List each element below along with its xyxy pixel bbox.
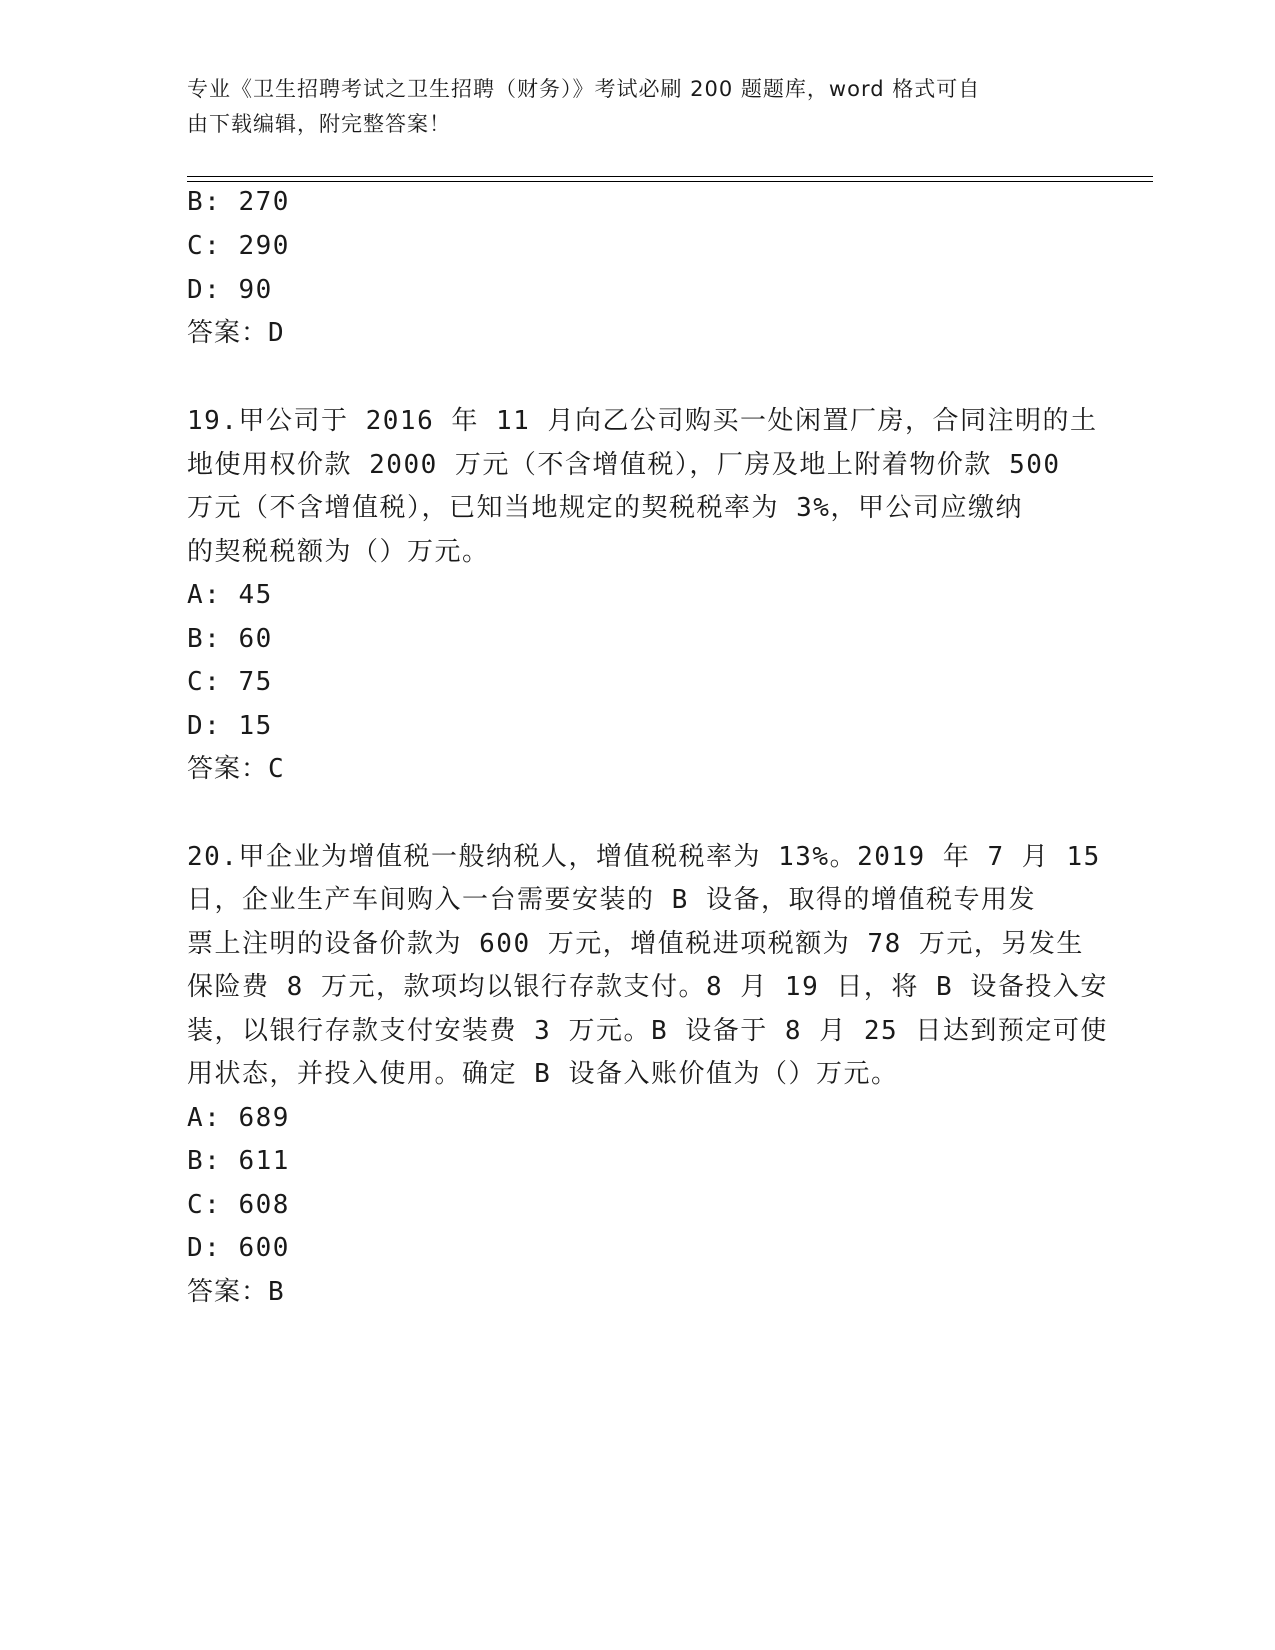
answer-label: 答案： (187, 318, 269, 348)
q20-option-c: C: 608 (187, 1190, 290, 1220)
q19-option-a: A: 45 (187, 580, 273, 610)
q20-stem-line-1: 20.甲企业为增值税一般纳税人，增值税税率为 13%。2019 年 7 月 15 (187, 842, 1101, 872)
header-divider-top (187, 176, 1153, 177)
document-header (187, 72, 1067, 142)
q19-stem-line-1: 19.甲公司于 2016 年 11 月向乙公司购买一处闲置厂房，合同注明的土 (187, 406, 1098, 436)
prev-answer (187, 317, 285, 349)
q19-stem-line-4: 的契税税额为（）万元。 (187, 537, 490, 567)
q20-stem-line-3: 票上注明的设备价款为 600 万元，增值税进项税额为 78 万元，另发生 (187, 929, 1084, 959)
q20-stem-line-6: 用状态，并投入使用。确定 B 设备入账价值为（）万元。 (187, 1059, 899, 1089)
q20-stem-line-5: 装，以银行存款支付安装费 3 万元。B 设备于 8 月 25 日达到预定可使 (187, 1016, 1108, 1046)
answer-value: C (268, 754, 285, 784)
q20-stem-line-2: 日，企业生产车间购入一台需要安装的 B 设备，取得的增值税专用发 (187, 885, 1036, 915)
prev-option-d: D: 90 (187, 275, 273, 305)
q19-option-b: B: 60 (187, 624, 273, 654)
q20-answer (187, 1276, 285, 1308)
answer-label: 答案： (187, 1277, 269, 1307)
header-line-2: 由下载编辑，附完整答案！ (187, 112, 451, 136)
answer-value: D (268, 318, 285, 348)
q19-stem-line-2: 地使用权价款 2000 万元（不含增值税），厂房及地上附着物价款 500 (187, 450, 1061, 480)
q19-option-d: D: 15 (187, 711, 273, 741)
q19-answer (187, 753, 285, 785)
header-line-1: 专业《卫生招聘考试之卫生招聘（财务）》考试必刷 200 题题库，word 格式可自 (187, 77, 981, 101)
q19-stem-line-3: 万元（不含增值税），已知当地规定的契税税率为 3%，甲公司应缴纳 (187, 493, 1023, 523)
q20-stem-line-4: 保险费 8 万元，款项均以银行存款支付。8 月 19 日，将 B 设备投入安 (187, 972, 1108, 1002)
header-divider-bottom (187, 181, 1153, 182)
prev-option-b: B: 270 (187, 187, 290, 217)
q20-option-b: B: 611 (187, 1146, 290, 1176)
q19-option-c: C: 75 (187, 667, 273, 697)
prev-option-c: C: 290 (187, 231, 290, 261)
q20-option-a: A: 689 (187, 1103, 290, 1133)
answer-label: 答案： (187, 754, 269, 784)
answer-value: B (268, 1277, 285, 1307)
q20-option-d: D: 600 (187, 1233, 290, 1263)
